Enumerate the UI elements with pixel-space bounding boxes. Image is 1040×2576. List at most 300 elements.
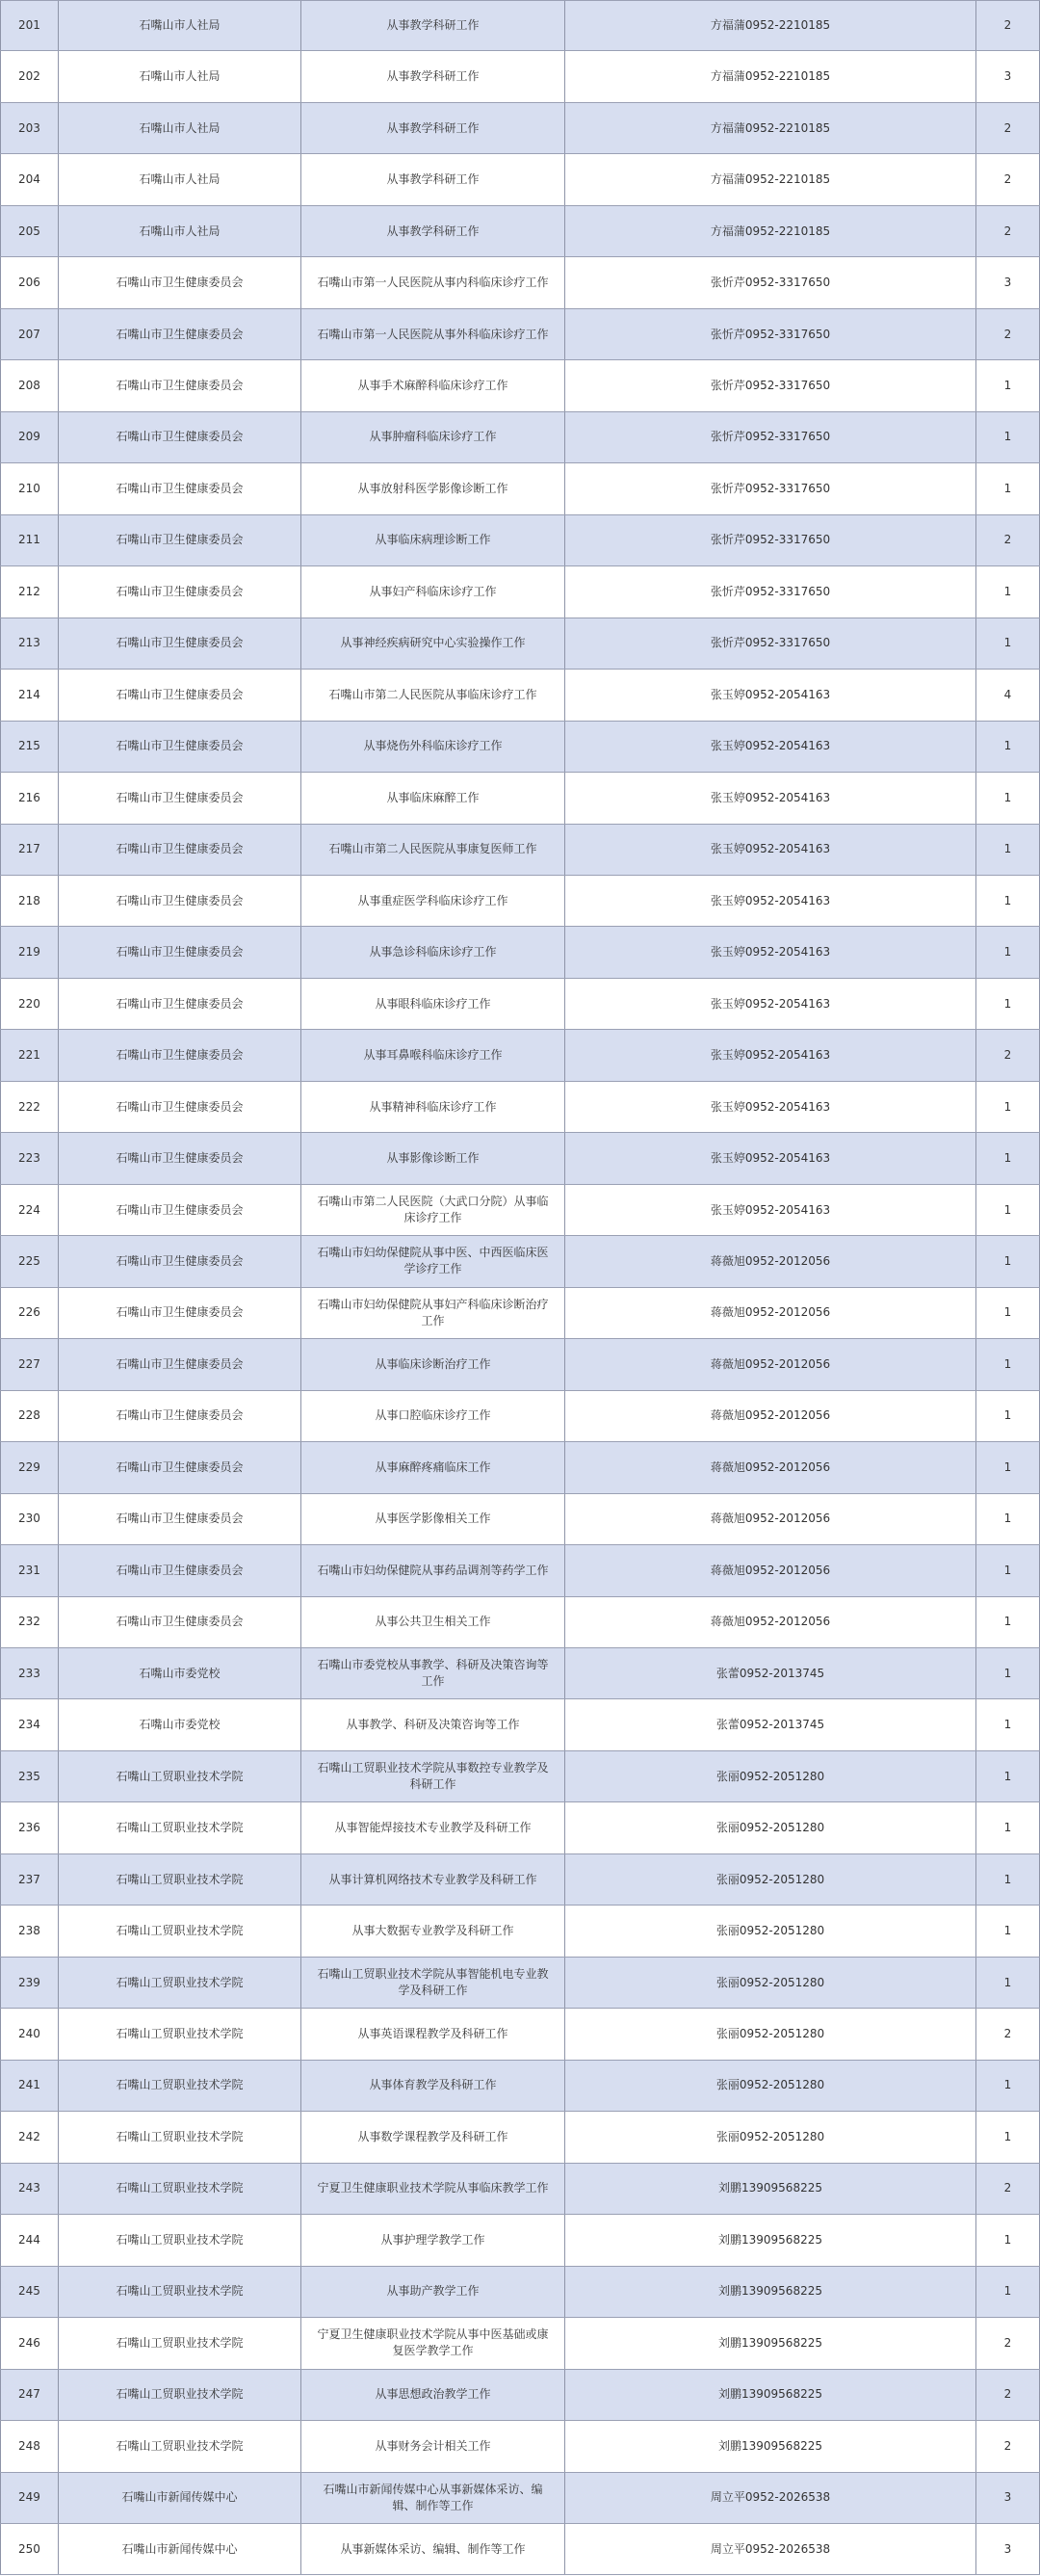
table-row: [0, 1391, 1040, 1442]
serial-number-cell: 246: [0, 2318, 58, 2368]
serial-number-cell: 203: [0, 103, 58, 153]
contact-person-phone-cell: 蒋薇旭0952-2012056: [564, 1545, 975, 1595]
headcount-cell: 1: [975, 1133, 1040, 1183]
headcount-cell: 2: [975, 2164, 1040, 2214]
table-row: [0, 0, 1040, 51]
headcount-cell: 2: [975, 2370, 1040, 2420]
table-row: [0, 1236, 1040, 1287]
headcount-cell: 1: [975, 1958, 1040, 2008]
table-row: [0, 1339, 1040, 1390]
headcount-cell: 1: [975, 360, 1040, 410]
employer-unit-cell: 石嘴山工贸职业技术学院: [58, 1906, 300, 1956]
position-description-cell: 从事放射科医学影像诊断工作: [300, 463, 564, 513]
table-row: [0, 1030, 1040, 1081]
serial-number-cell: 235: [0, 1751, 58, 1801]
contact-person-phone-cell: 张忻芹0952-3317650: [564, 360, 975, 410]
table-row: [0, 1288, 1040, 1339]
headcount-cell: 2: [975, 2318, 1040, 2368]
table-row: [0, 979, 1040, 1030]
contact-person-phone-cell: 蒋薇旭0952-2012056: [564, 1236, 975, 1286]
contact-person-phone-cell: 蒋薇旭0952-2012056: [564, 1339, 975, 1389]
employer-unit-cell: 石嘴山市卫生健康委员会: [58, 876, 300, 926]
contact-person-phone-cell: 张玉婷0952-2054163: [564, 1030, 975, 1080]
position-description-cell: 石嘴山市妇幼保健院从事中医、中西医临床医学诊疗工作: [300, 1236, 564, 1286]
table-row: [0, 773, 1040, 824]
table-row: [0, 2524, 1040, 2575]
table-row: [0, 2370, 1040, 2421]
employer-unit-cell: 石嘴山市卫生健康委员会: [58, 412, 300, 462]
employer-unit-cell: 石嘴山市卫生健康委员会: [58, 566, 300, 617]
position-description-cell: 从事助产教学工作: [300, 2267, 564, 2317]
contact-person-phone-cell: 张丽0952-2051280: [564, 2112, 975, 2162]
contact-person-phone-cell: 张玉婷0952-2054163: [564, 722, 975, 772]
table-row: [0, 1802, 1040, 1853]
headcount-cell: 1: [975, 2215, 1040, 2265]
headcount-cell: 2: [975, 2009, 1040, 2059]
position-description-cell: 从事智能焊接技术专业教学及科研工作: [300, 1802, 564, 1853]
headcount-cell: 2: [975, 2421, 1040, 2471]
contact-person-phone-cell: 张丽0952-2051280: [564, 1751, 975, 1801]
position-description-cell: 石嘴山市第二人民医院从事康复医师工作: [300, 825, 564, 875]
employer-unit-cell: 石嘴山工贸职业技术学院: [58, 1958, 300, 2008]
employer-unit-cell: 石嘴山市新闻传媒中心: [58, 2473, 300, 2523]
headcount-cell: 1: [975, 412, 1040, 462]
contact-person-phone-cell: 张忻芹0952-3317650: [564, 515, 975, 565]
table-row: [0, 2421, 1040, 2472]
contact-person-phone-cell: 方福蒲0952-2210185: [564, 51, 975, 101]
headcount-cell: 1: [975, 1236, 1040, 1286]
table-row: [0, 2112, 1040, 2163]
contact-person-phone-cell: 周立平0952-2026538: [564, 2524, 975, 2574]
employer-unit-cell: 石嘴山市新闻传媒中心: [58, 2524, 300, 2574]
position-description-cell: 从事大数据专业教学及科研工作: [300, 1906, 564, 1956]
serial-number-cell: 210: [0, 463, 58, 513]
employer-unit-cell: 石嘴山市卫生健康委员会: [58, 1391, 300, 1441]
position-description-cell: 石嘴山市第一人民医院从事内科临床诊疗工作: [300, 257, 564, 307]
position-description-cell: 石嘴山市妇幼保健院从事药品调剂等药学工作: [300, 1545, 564, 1595]
table-row: [0, 1958, 1040, 2009]
position-description-cell: 从事教学科研工作: [300, 103, 564, 153]
serial-number-cell: 205: [0, 206, 58, 256]
employer-unit-cell: 石嘴山市卫生健康委员会: [58, 927, 300, 977]
table-row: [0, 722, 1040, 773]
headcount-cell: 1: [975, 1442, 1040, 1492]
table-row: [0, 1082, 1040, 1133]
serial-number-cell: 206: [0, 257, 58, 307]
serial-number-cell: 243: [0, 2164, 58, 2214]
table-row: [0, 2267, 1040, 2318]
contact-person-phone-cell: 周立平0952-2026538: [564, 2473, 975, 2523]
employer-unit-cell: 石嘴山市委党校: [58, 1648, 300, 1698]
contact-person-phone-cell: 张忻芹0952-3317650: [564, 463, 975, 513]
employer-unit-cell: 石嘴山工贸职业技术学院: [58, 2421, 300, 2471]
table-row: [0, 670, 1040, 721]
position-description-cell: 从事体育教学及科研工作: [300, 2061, 564, 2111]
headcount-cell: 1: [975, 2061, 1040, 2111]
contact-person-phone-cell: 刘鹏13909568225: [564, 2318, 975, 2368]
serial-number-cell: 221: [0, 1030, 58, 1080]
employer-unit-cell: 石嘴山市卫生健康委员会: [58, 257, 300, 307]
table-row: [0, 51, 1040, 102]
headcount-cell: 3: [975, 2473, 1040, 2523]
headcount-cell: 1: [975, 1185, 1040, 1235]
position-description-cell: 从事教学、科研及决策咨询等工作: [300, 1699, 564, 1749]
contact-person-phone-cell: 张丽0952-2051280: [564, 1854, 975, 1905]
employer-unit-cell: 石嘴山市卫生健康委员会: [58, 773, 300, 823]
table-row: [0, 2318, 1040, 2369]
serial-number-cell: 201: [0, 1, 58, 50]
headcount-cell: 1: [975, 566, 1040, 617]
table-row: [0, 876, 1040, 927]
headcount-cell: 1: [975, 1339, 1040, 1389]
contact-person-phone-cell: 张忻芹0952-3317650: [564, 257, 975, 307]
headcount-cell: 1: [975, 1391, 1040, 1441]
serial-number-cell: 236: [0, 1802, 58, 1853]
contact-person-phone-cell: 张玉婷0952-2054163: [564, 979, 975, 1029]
table-row: [0, 463, 1040, 514]
serial-number-cell: 228: [0, 1391, 58, 1441]
position-description-cell: 石嘴山市委党校从事教学、科研及决策咨询等工作: [300, 1648, 564, 1698]
headcount-cell: 1: [975, 463, 1040, 513]
position-description-cell: 从事数学课程教学及科研工作: [300, 2112, 564, 2162]
headcount-cell: 2: [975, 103, 1040, 153]
serial-number-cell: 248: [0, 2421, 58, 2471]
headcount-cell: 2: [975, 1, 1040, 50]
serial-number-cell: 245: [0, 2267, 58, 2317]
serial-number-cell: 242: [0, 2112, 58, 2162]
serial-number-cell: 212: [0, 566, 58, 617]
employer-unit-cell: 石嘴山市卫生健康委员会: [58, 309, 300, 359]
contact-person-phone-cell: 刘鹏13909568225: [564, 2370, 975, 2420]
employer-unit-cell: 石嘴山市卫生健康委员会: [58, 515, 300, 565]
table-row: [0, 257, 1040, 308]
headcount-cell: 2: [975, 309, 1040, 359]
contact-person-phone-cell: 张丽0952-2051280: [564, 2061, 975, 2111]
contact-person-phone-cell: 蒋薇旭0952-2012056: [564, 1494, 975, 1544]
employer-unit-cell: 石嘴山市卫生健康委员会: [58, 1494, 300, 1544]
contact-person-phone-cell: 张玉婷0952-2054163: [564, 670, 975, 720]
employer-unit-cell: 石嘴山工贸职业技术学院: [58, 2061, 300, 2111]
contact-person-phone-cell: 刘鹏13909568225: [564, 2267, 975, 2317]
contact-person-phone-cell: 张忻芹0952-3317650: [564, 412, 975, 462]
serial-number-cell: 241: [0, 2061, 58, 2111]
table-row: [0, 1699, 1040, 1750]
table-row: [0, 825, 1040, 876]
employer-unit-cell: 石嘴山工贸职业技术学院: [58, 2112, 300, 2162]
employer-unit-cell: 石嘴山市卫生健康委员会: [58, 1545, 300, 1595]
serial-number-cell: 213: [0, 618, 58, 669]
serial-number-cell: 218: [0, 876, 58, 926]
position-description-cell: 从事临床麻醉工作: [300, 773, 564, 823]
headcount-cell: 1: [975, 1854, 1040, 1905]
position-description-cell: 从事新媒体采访、编辑、制作等工作: [300, 2524, 564, 2574]
position-description-cell: 石嘴山工贸职业技术学院从事数控专业教学及科研工作: [300, 1751, 564, 1801]
headcount-cell: 2: [975, 515, 1040, 565]
contact-person-phone-cell: 方福蒲0952-2210185: [564, 206, 975, 256]
employer-unit-cell: 石嘴山市卫生健康委员会: [58, 618, 300, 669]
position-description-cell: 从事教学科研工作: [300, 51, 564, 101]
employer-unit-cell: 石嘴山市卫生健康委员会: [58, 1597, 300, 1647]
position-description-cell: 从事教学科研工作: [300, 206, 564, 256]
serial-number-cell: 208: [0, 360, 58, 410]
position-description-cell: 石嘴山市新闻传媒中心从事新媒体采访、编辑、制作等工作: [300, 2473, 564, 2523]
table-row: [0, 103, 1040, 154]
contact-person-phone-cell: 张玉婷0952-2054163: [564, 927, 975, 977]
position-description-cell: 从事口腔临床诊疗工作: [300, 1391, 564, 1441]
contact-person-phone-cell: 蒋薇旭0952-2012056: [564, 1288, 975, 1338]
employer-unit-cell: 石嘴山市卫生健康委员会: [58, 1082, 300, 1132]
headcount-cell: 1: [975, 1597, 1040, 1647]
contact-person-phone-cell: 张玉婷0952-2054163: [564, 1133, 975, 1183]
serial-number-cell: 223: [0, 1133, 58, 1183]
headcount-cell: 1: [975, 1802, 1040, 1853]
position-description-cell: 从事耳鼻喉科临床诊疗工作: [300, 1030, 564, 1080]
position-description-cell: 从事精神科临床诊疗工作: [300, 1082, 564, 1132]
position-description-cell: 石嘴山市第二人民医院（大武口分院）从事临床诊疗工作: [300, 1185, 564, 1235]
serial-number-cell: 219: [0, 927, 58, 977]
employer-unit-cell: 石嘴山工贸职业技术学院: [58, 2215, 300, 2265]
headcount-cell: 1: [975, 927, 1040, 977]
position-description-cell: 从事手术麻醉科临床诊疗工作: [300, 360, 564, 410]
employer-unit-cell: 石嘴山工贸职业技术学院: [58, 1802, 300, 1853]
serial-number-cell: 209: [0, 412, 58, 462]
headcount-cell: 2: [975, 1030, 1040, 1080]
employer-unit-cell: 石嘴山市卫生健康委员会: [58, 360, 300, 410]
employer-unit-cell: 石嘴山市卫生健康委员会: [58, 1288, 300, 1338]
table-row: [0, 1545, 1040, 1596]
headcount-cell: 1: [975, 1648, 1040, 1698]
table-row: [0, 154, 1040, 205]
employer-unit-cell: 石嘴山工贸职业技术学院: [58, 2267, 300, 2317]
headcount-cell: 3: [975, 257, 1040, 307]
contact-person-phone-cell: 蒋薇旭0952-2012056: [564, 1442, 975, 1492]
position-description-cell: 从事临床病理诊断工作: [300, 515, 564, 565]
serial-number-cell: 214: [0, 670, 58, 720]
contact-person-phone-cell: 方福蒲0952-2210185: [564, 103, 975, 153]
serial-number-cell: 232: [0, 1597, 58, 1647]
employer-unit-cell: 石嘴山市卫生健康委员会: [58, 1442, 300, 1492]
contact-person-phone-cell: 蒋薇旭0952-2012056: [564, 1597, 975, 1647]
employer-unit-cell: 石嘴山市卫生健康委员会: [58, 1133, 300, 1183]
position-description-cell: 从事重症医学科临床诊疗工作: [300, 876, 564, 926]
employer-unit-cell: 石嘴山工贸职业技术学院: [58, 1854, 300, 1905]
table-row: [0, 1906, 1040, 1957]
employer-unit-cell: 石嘴山工贸职业技术学院: [58, 2164, 300, 2214]
contact-person-phone-cell: 张玉婷0952-2054163: [564, 876, 975, 926]
contact-person-phone-cell: 刘鹏13909568225: [564, 2215, 975, 2265]
employer-unit-cell: 石嘴山市卫生健康委员会: [58, 1030, 300, 1080]
position-description-cell: 从事烧伤外科临床诊疗工作: [300, 722, 564, 772]
headcount-cell: 1: [975, 2267, 1040, 2317]
contact-person-phone-cell: 张蕾0952-2013745: [564, 1699, 975, 1749]
table-row: [0, 2473, 1040, 2524]
headcount-cell: 1: [975, 876, 1040, 926]
position-description-cell: 从事教学科研工作: [300, 1, 564, 50]
table-row: [0, 515, 1040, 566]
position-description-cell: 从事教学科研工作: [300, 154, 564, 204]
table-row: [0, 927, 1040, 978]
serial-number-cell: 244: [0, 2215, 58, 2265]
table-row: [0, 1648, 1040, 1699]
headcount-cell: 1: [975, 1494, 1040, 1544]
headcount-cell: 1: [975, 773, 1040, 823]
employer-unit-cell: 石嘴山市卫生健康委员会: [58, 463, 300, 513]
contact-person-phone-cell: 方福蒲0952-2210185: [564, 1, 975, 50]
headcount-cell: 1: [975, 1545, 1040, 1595]
serial-number-cell: 216: [0, 773, 58, 823]
table-row: [0, 1442, 1040, 1493]
table-row: [0, 1597, 1040, 1648]
serial-number-cell: 217: [0, 825, 58, 875]
employer-unit-cell: 石嘴山工贸职业技术学院: [58, 2370, 300, 2420]
serial-number-cell: 224: [0, 1185, 58, 1235]
employer-unit-cell: 石嘴山市卫生健康委员会: [58, 670, 300, 720]
serial-number-cell: 229: [0, 1442, 58, 1492]
position-description-cell: 从事英语课程教学及科研工作: [300, 2009, 564, 2059]
headcount-cell: 3: [975, 2524, 1040, 2574]
serial-number-cell: 230: [0, 1494, 58, 1544]
contact-person-phone-cell: 张忻芹0952-3317650: [564, 618, 975, 669]
serial-number-cell: 249: [0, 2473, 58, 2523]
table-row: [0, 1185, 1040, 1236]
table-row: [0, 1854, 1040, 1906]
serial-number-cell: 233: [0, 1648, 58, 1698]
employer-unit-cell: 石嘴山市卫生健康委员会: [58, 1236, 300, 1286]
contact-person-phone-cell: 方福蒲0952-2210185: [564, 154, 975, 204]
contact-person-phone-cell: 张丽0952-2051280: [564, 2009, 975, 2059]
position-description-cell: 从事财务会计相关工作: [300, 2421, 564, 2471]
position-description-cell: 从事思想政治教学工作: [300, 2370, 564, 2420]
serial-number-cell: 231: [0, 1545, 58, 1595]
serial-number-cell: 240: [0, 2009, 58, 2059]
table-row: [0, 309, 1040, 360]
serial-number-cell: 226: [0, 1288, 58, 1338]
position-description-cell: 从事公共卫生相关工作: [300, 1597, 564, 1647]
contact-person-phone-cell: 张蕾0952-2013745: [564, 1648, 975, 1698]
contact-person-phone-cell: 张忻芹0952-3317650: [564, 309, 975, 359]
table-row: [0, 2164, 1040, 2215]
headcount-cell: 1: [975, 1699, 1040, 1749]
employer-unit-cell: 石嘴山工贸职业技术学院: [58, 2009, 300, 2059]
serial-number-cell: 225: [0, 1236, 58, 1286]
headcount-cell: 1: [975, 979, 1040, 1029]
headcount-cell: 2: [975, 154, 1040, 204]
table-row: [0, 2215, 1040, 2266]
position-description-cell: 从事影像诊断工作: [300, 1133, 564, 1183]
position-description-cell: 石嘴山市第一人民医院从事外科临床诊疗工作: [300, 309, 564, 359]
employer-unit-cell: 石嘴山工贸职业技术学院: [58, 2318, 300, 2368]
contact-person-phone-cell: 张丽0952-2051280: [564, 1802, 975, 1853]
table-row: [0, 2061, 1040, 2112]
contact-person-phone-cell: 张玉婷0952-2054163: [564, 825, 975, 875]
position-description-cell: 从事急诊科临床诊疗工作: [300, 927, 564, 977]
headcount-cell: 2: [975, 206, 1040, 256]
serial-number-cell: 238: [0, 1906, 58, 1956]
position-description-cell: 从事神经疾病研究中心实验操作工作: [300, 618, 564, 669]
serial-number-cell: 207: [0, 309, 58, 359]
table-row: [0, 2009, 1040, 2060]
table-row: [0, 206, 1040, 257]
table-row: [0, 618, 1040, 670]
table-row: [0, 1494, 1040, 1545]
employer-unit-cell: 石嘴山市卫生健康委员会: [58, 825, 300, 875]
table-row: [0, 360, 1040, 411]
table-row: [0, 566, 1040, 618]
employer-unit-cell: 石嘴山市卫生健康委员会: [58, 1185, 300, 1235]
serial-number-cell: 220: [0, 979, 58, 1029]
serial-number-cell: 239: [0, 1958, 58, 2008]
position-description-cell: 石嘴山市第二人民医院从事临床诊疗工作: [300, 670, 564, 720]
contact-person-phone-cell: 张丽0952-2051280: [564, 1906, 975, 1956]
employer-unit-cell: 石嘴山市卫生健康委员会: [58, 979, 300, 1029]
headcount-cell: 1: [975, 618, 1040, 669]
headcount-cell: 1: [975, 825, 1040, 875]
headcount-cell: 1: [975, 1906, 1040, 1956]
position-description-cell: 从事护理学教学工作: [300, 2215, 564, 2265]
headcount-cell: 4: [975, 670, 1040, 720]
contact-person-phone-cell: 蒋薇旭0952-2012056: [564, 1391, 975, 1441]
serial-number-cell: 202: [0, 51, 58, 101]
position-description-cell: 从事临床诊断治疗工作: [300, 1339, 564, 1389]
headcount-cell: 1: [975, 1082, 1040, 1132]
serial-number-cell: 234: [0, 1699, 58, 1749]
contact-person-phone-cell: 张忻芹0952-3317650: [564, 566, 975, 617]
headcount-cell: 1: [975, 1751, 1040, 1801]
employer-unit-cell: 石嘴山市人社局: [58, 103, 300, 153]
serial-number-cell: 222: [0, 1082, 58, 1132]
serial-number-cell: 250: [0, 2524, 58, 2574]
serial-number-cell: 227: [0, 1339, 58, 1389]
headcount-cell: 1: [975, 2112, 1040, 2162]
employer-unit-cell: 石嘴山市人社局: [58, 206, 300, 256]
position-description-cell: 从事妇产科临床诊疗工作: [300, 566, 564, 617]
table-row: [0, 1133, 1040, 1184]
employer-unit-cell: 石嘴山市委党校: [58, 1699, 300, 1749]
employer-unit-cell: 石嘴山市卫生健康委员会: [58, 1339, 300, 1389]
serial-number-cell: 215: [0, 722, 58, 772]
headcount-cell: 3: [975, 51, 1040, 101]
position-description-cell: 石嘴山市妇幼保健院从事妇产科临床诊断治疗工作: [300, 1288, 564, 1338]
employer-unit-cell: 石嘴山市人社局: [58, 51, 300, 101]
contact-person-phone-cell: 张玉婷0952-2054163: [564, 773, 975, 823]
headcount-cell: 1: [975, 722, 1040, 772]
contact-person-phone-cell: 刘鹏13909568225: [564, 2421, 975, 2471]
position-description-cell: 从事麻醉疼痛临床工作: [300, 1442, 564, 1492]
contact-person-phone-cell: 张玉婷0952-2054163: [564, 1185, 975, 1235]
position-description-cell: 从事肿瘤科临床诊疗工作: [300, 412, 564, 462]
position-description-cell: 从事眼科临床诊疗工作: [300, 979, 564, 1029]
serial-number-cell: 237: [0, 1854, 58, 1905]
table-row: [0, 1751, 1040, 1802]
position-description-cell: 石嘴山工贸职业技术学院从事智能机电专业教学及科研工作: [300, 1958, 564, 2008]
position-description-cell: 宁夏卫生健康职业技术学院从事临床教学工作: [300, 2164, 564, 2214]
serial-number-cell: 211: [0, 515, 58, 565]
employer-unit-cell: 石嘴山工贸职业技术学院: [58, 1751, 300, 1801]
contact-person-phone-cell: 张玉婷0952-2054163: [564, 1082, 975, 1132]
headcount-cell: 1: [975, 1288, 1040, 1338]
position-description-cell: 从事计算机网络技术专业教学及科研工作: [300, 1854, 564, 1905]
position-description-cell: 从事医学影像相关工作: [300, 1494, 564, 1544]
employer-unit-cell: 石嘴山市人社局: [58, 154, 300, 204]
employer-unit-cell: 石嘴山市人社局: [58, 1, 300, 50]
employer-unit-cell: 石嘴山市卫生健康委员会: [58, 722, 300, 772]
table-row: [0, 412, 1040, 463]
contact-person-phone-cell: 刘鹏13909568225: [564, 2164, 975, 2214]
serial-number-cell: 247: [0, 2370, 58, 2420]
serial-number-cell: 204: [0, 154, 58, 204]
contact-person-phone-cell: 张丽0952-2051280: [564, 1958, 975, 2008]
position-description-cell: 宁夏卫生健康职业技术学院从事中医基础或康复医学教学工作: [300, 2318, 564, 2368]
